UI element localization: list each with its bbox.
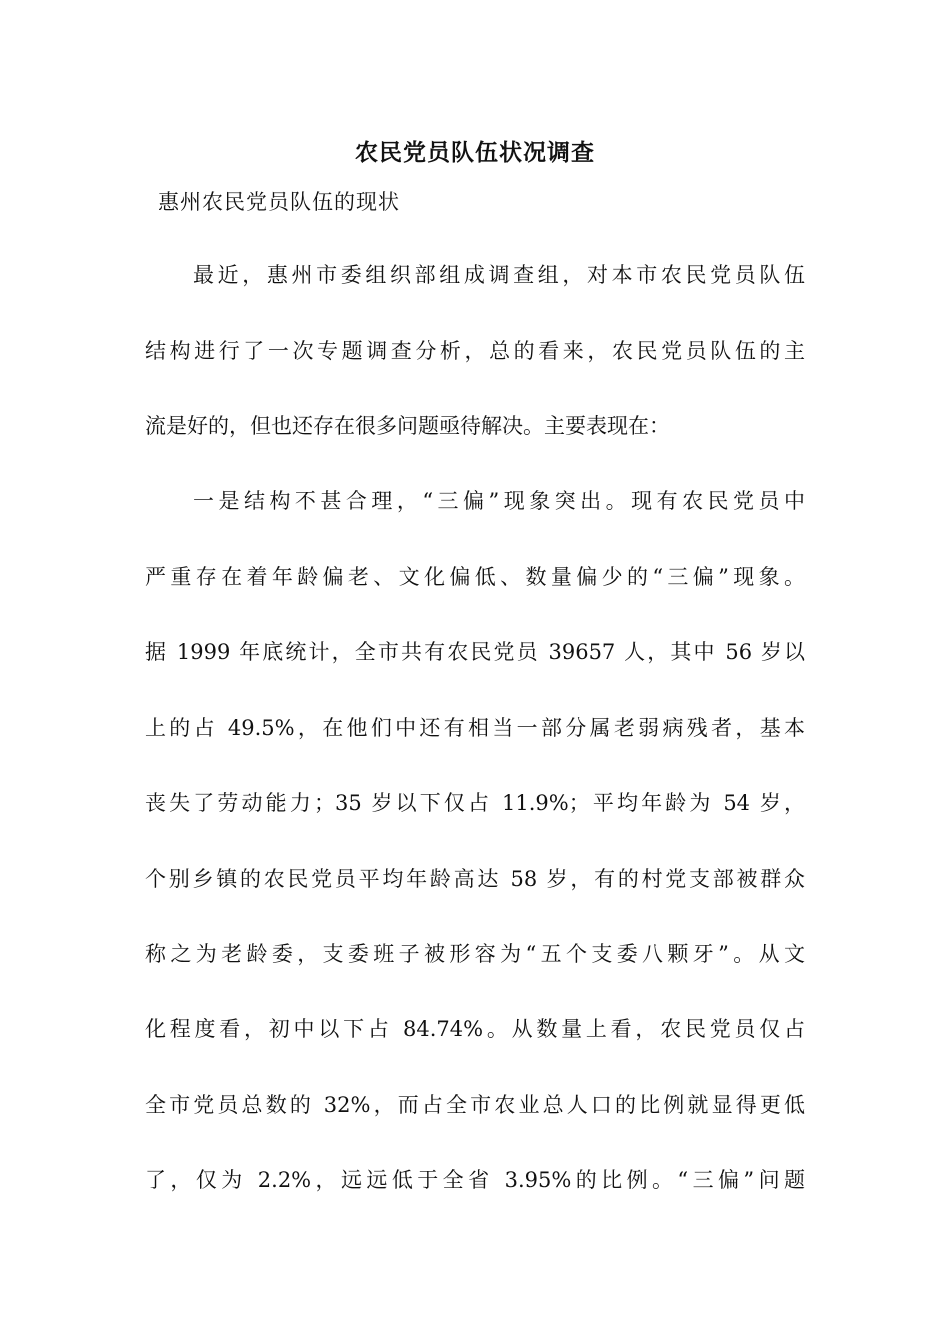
paragraph-line: 严重存在着年龄偏老、文化偏低、数量偏少的“三偏”现象。 bbox=[145, 565, 805, 589]
paragraph-line: 据 1999 年底统计，全市共有农民党员 39657 人，其中 56 岁以 bbox=[145, 640, 805, 664]
section-subtitle: 惠州农民党员队伍的现状 bbox=[158, 190, 400, 214]
paragraph-line: 丧失了劳动能力；35 岁以下仅占 11.9%；平均年龄为 54 岁， bbox=[145, 791, 805, 815]
paragraph-line: 上的占 49.5%，在他们中还有相当一部分属老弱病残者，基本 bbox=[145, 716, 805, 740]
paragraph-line: 称之为老龄委，支委班子被形容为“五个支委八颗牙”。从文 bbox=[145, 942, 805, 966]
paragraph-line: 最近，惠州市委组织部组成调查组，对本市农民党员队伍 bbox=[193, 263, 805, 287]
paragraph-line: 全市党员总数的 32%，而占全市农业总人口的比例就显得更低 bbox=[145, 1093, 805, 1117]
paragraph-line: 个别乡镇的农民党员平均年龄高达 58 岁，有的村党支部被群众 bbox=[145, 867, 805, 891]
paragraph-line: 了，仅为 2.2%，远远低于全省 3.95%的比例。“三偏”问题 bbox=[145, 1168, 805, 1192]
paragraph-line: 化程度看，初中以下占 84.74%。从数量上看，农民党员仅占 bbox=[145, 1017, 805, 1041]
paragraph-line: 一是结构不甚合理，“三偏”现象突出。现有农民党员中 bbox=[193, 489, 805, 513]
paragraph-line: 流是好的，但也还存在很多问题亟待解决。主要表现在： bbox=[145, 414, 670, 438]
document-title: 农民党员队伍状况调查 bbox=[355, 139, 595, 166]
paragraph-line: 结构进行了一次专题调查分析，总的看来，农民党员队伍的主 bbox=[145, 339, 805, 363]
